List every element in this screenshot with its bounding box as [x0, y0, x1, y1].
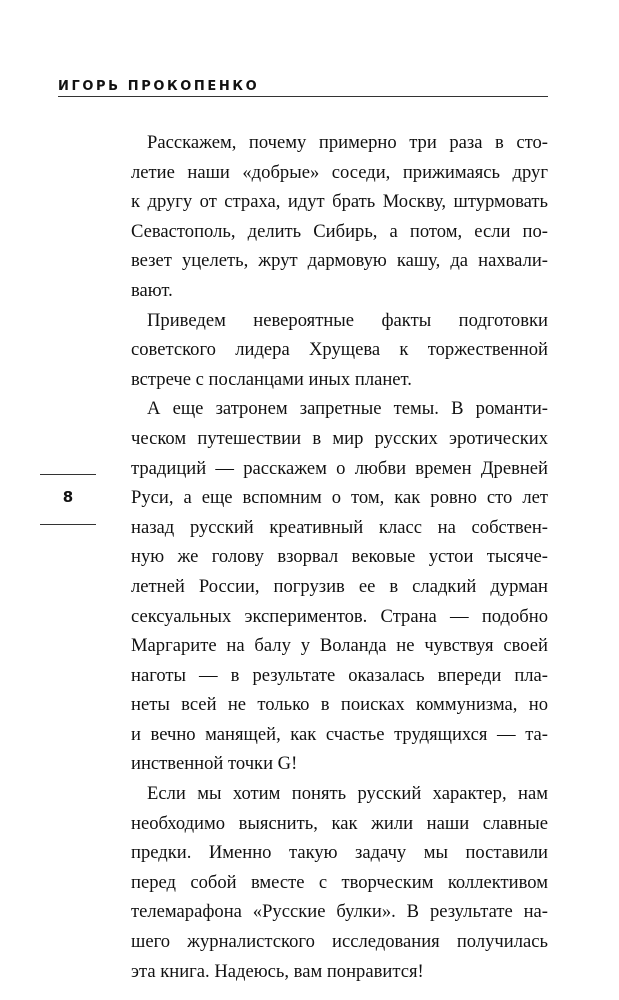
- text-line: инственной точки G!: [131, 753, 298, 775]
- text-line: телемарафона «Русские булки». В результате на-: [131, 901, 548, 923]
- body-text: [131, 128, 548, 986]
- text-line: везет уцелеть, жрут дармовую кашу, да нахвали-: [131, 250, 548, 272]
- text-line: встрече с посланцами иных планет.: [131, 368, 412, 390]
- paragraph: [131, 779, 548, 986]
- text-line: неты всей не только в поисках коммунизма, но: [131, 694, 548, 716]
- text-line: летней России, погрузив ее в сладкий дурман: [131, 575, 548, 597]
- text-line: традиций — расскажем о любви времен Древней: [131, 457, 548, 479]
- text-line: шего журналистского исследования получилась: [131, 931, 548, 953]
- text-line: перед собой вместе с творческим коллективом: [131, 871, 548, 893]
- text-line: летие наши «добрые» соседи, прижимаясь друг: [131, 161, 548, 183]
- text-line: предки. Именно такую задачу мы поставили: [131, 842, 548, 864]
- page-number: 8: [62, 488, 74, 506]
- text-line: Расскажем, почему примерно три раза в сто-: [147, 132, 548, 153]
- text-line: ную же голову взорвал вековые устои тысяче-: [131, 546, 548, 568]
- text-line: и вечно манящей, как счастье трудящихся — та-: [131, 723, 548, 745]
- paragraph: [131, 394, 548, 779]
- text-line: Если мы хотим понять русский характер, нам: [147, 783, 548, 805]
- folio-rule-top: [40, 474, 96, 475]
- text-line: назад русский креативный класс на собствен-: [131, 516, 548, 538]
- paragraph: [131, 306, 548, 395]
- text-line: Руси, а еще вспомним о том, как ровно сто лет: [131, 487, 548, 509]
- text-line: Приведем невероятные факты подготовки: [147, 309, 548, 331]
- text-line: А еще затронем запретные темы. В романти-: [147, 398, 548, 420]
- running-head-author: ИГОРЬ ПРОКОПЕНКО: [58, 79, 260, 94]
- text-line: советского лидера Хрущева к торжественной: [131, 339, 548, 361]
- folio-rule-bottom: [40, 524, 96, 525]
- text-line: необходимо выяснить, как жили наши славные: [131, 812, 548, 834]
- paragraph: [131, 128, 548, 306]
- header-rule: [58, 96, 548, 97]
- text-line: Севастополь, делить Сибирь, а потом, если по-: [131, 220, 548, 242]
- text-line: эта книга. Надеюсь, вам понравится!: [131, 960, 424, 982]
- text-line: сексуальных экспериментов. Страна — подобно: [131, 605, 548, 627]
- text-line: наготы — в результате оказалась впереди пла-: [131, 664, 548, 686]
- text-line: вают.: [131, 279, 173, 301]
- text-line: ческом путешествии в мир русских эротических: [131, 427, 548, 449]
- text-line: к другу от страха, идут брать Москву, штурмовать: [131, 191, 548, 213]
- text-line: Маргарите на балу у Воланда не чувствуя своей: [131, 635, 548, 657]
